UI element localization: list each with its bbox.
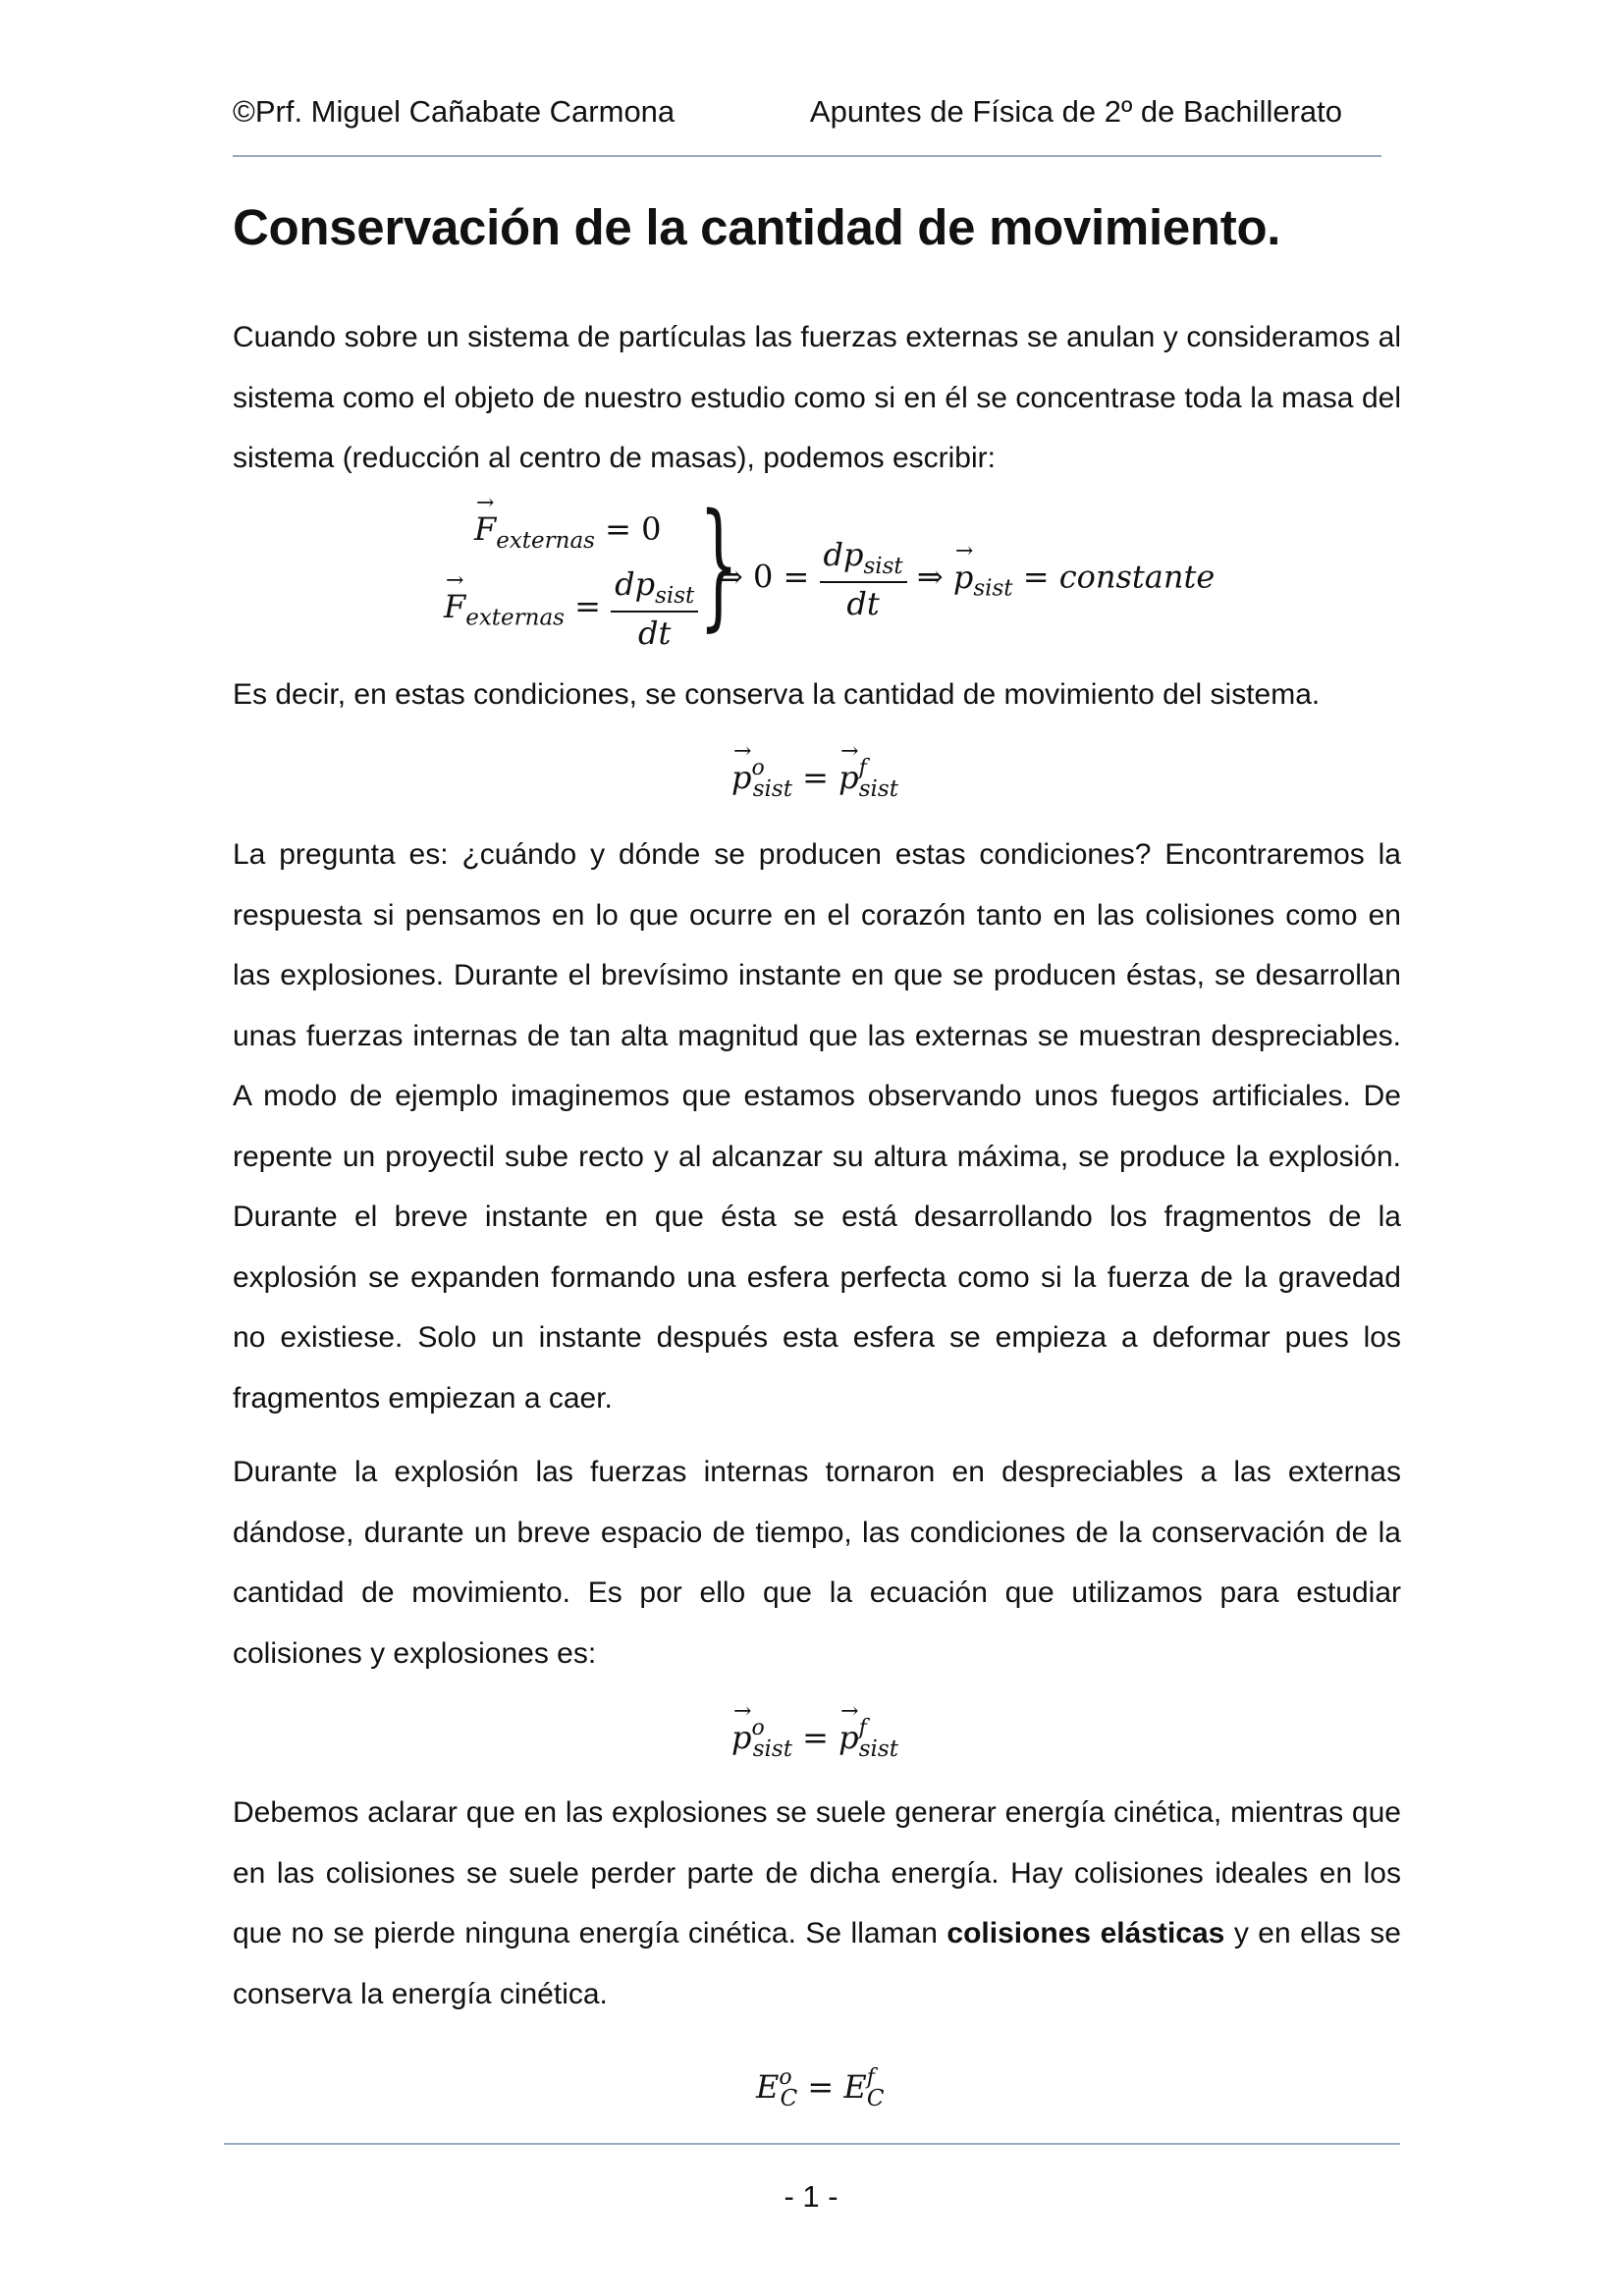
equation-kinetic-energy: $E^o_C = E^f_C$ [756, 2065, 885, 2111]
page-number: - 1 - [784, 2179, 838, 2214]
page-title: Conservación de la cantidad de movimiento. [233, 199, 1281, 255]
page-header [233, 94, 1381, 143]
paragraph-energy: Debemos aclarar que en las explosiones se suele generar energía cinética, mientras que en las colisiones se suele perder parte de dicha energía. Hay colisiones ideales en los que no se pierde ninguna energía cinética. Se llaman colisiones elásticas y en ellas se conserva la energía cinética. [233, 1796, 1401, 2010]
equation-momentum-conservation: → $p^o_{sist}$ = → $p^f_{sist}$ [731, 756, 898, 802]
header-author: ©Prf. Miguel Cañabate Carmona [233, 94, 676, 129]
equation-forces-derivative: → $F_{externas}$ = $\frac{dp_{sist}}{dt}$ [444, 565, 698, 652]
paragraph-intro: Cuando sobre un sistema de partículas las fuerzas externas se anulan y consideramos al sistema como el objeto de nuestro estudio como si en él se concentrase toda la masa del sistema (reducción al centro de masas), podemos escribir: [233, 321, 1401, 474]
equation-forces-zero: → $F_{externas} = 0$ [474, 510, 661, 554]
bold-elastic-collisions: colisiones elásticas [946, 1917, 1225, 1949]
equation-conservation-result: ⇒ 0 = $\frac{dp_{sist}}{dt}$ ⇒ → $p_{sist}$ = constante [717, 536, 1215, 622]
equation-momentum-collisions: → $p^o_{sist}$ = → $p^f_{sist}$ [731, 1716, 898, 1762]
header-divider [233, 155, 1381, 157]
system-brace: } [699, 485, 739, 645]
header-course: Apuntes de Física de 2º de Bachillerato [809, 94, 1342, 129]
footer-divider [224, 2143, 1400, 2145]
paragraph-explanation: La pregunta es: ¿cuándo y dónde se producen estas condiciones? Encontraremos la respuesta si pensamos en lo que ocurre en el corazón tanto en las colisiones como en las explosiones. Durante el brevísimo instante en que se producen éstas, se desarrollan unas fuerzas internas de tan alta magnitud que las externas se muestran despreciables. A modo de ejemplo imaginemos que estamos observando unos fuegos artificiales. De repente un proyectil sube recto y al alcanzar su altura máxima, se produce la explosión. Durante el breve instante en que ésta se está desarrollando los fragmentos de la explosión se expanden formando una esfera perfecta como si la fuerza de la gravedad no existiese. Solo un instante después esta esfera se empieza a deformar pues los fragmentos empiezan a caer. [233, 838, 1401, 1415]
paragraph-conclusion: Es decir, en estas condiciones, se conserva la cantidad de movimiento del sistema. [233, 678, 1321, 711]
paragraph-explosion: Durante la explosión las fuerzas internas tornaron en despreciables a las externas dándose, durante un breve espacio de tiempo, las condiciones de la conservación de la cantidad de movimiento. Es por ello que la ecuación que utilizamos para estudiar colisiones y explosiones es: [233, 1456, 1401, 1670]
